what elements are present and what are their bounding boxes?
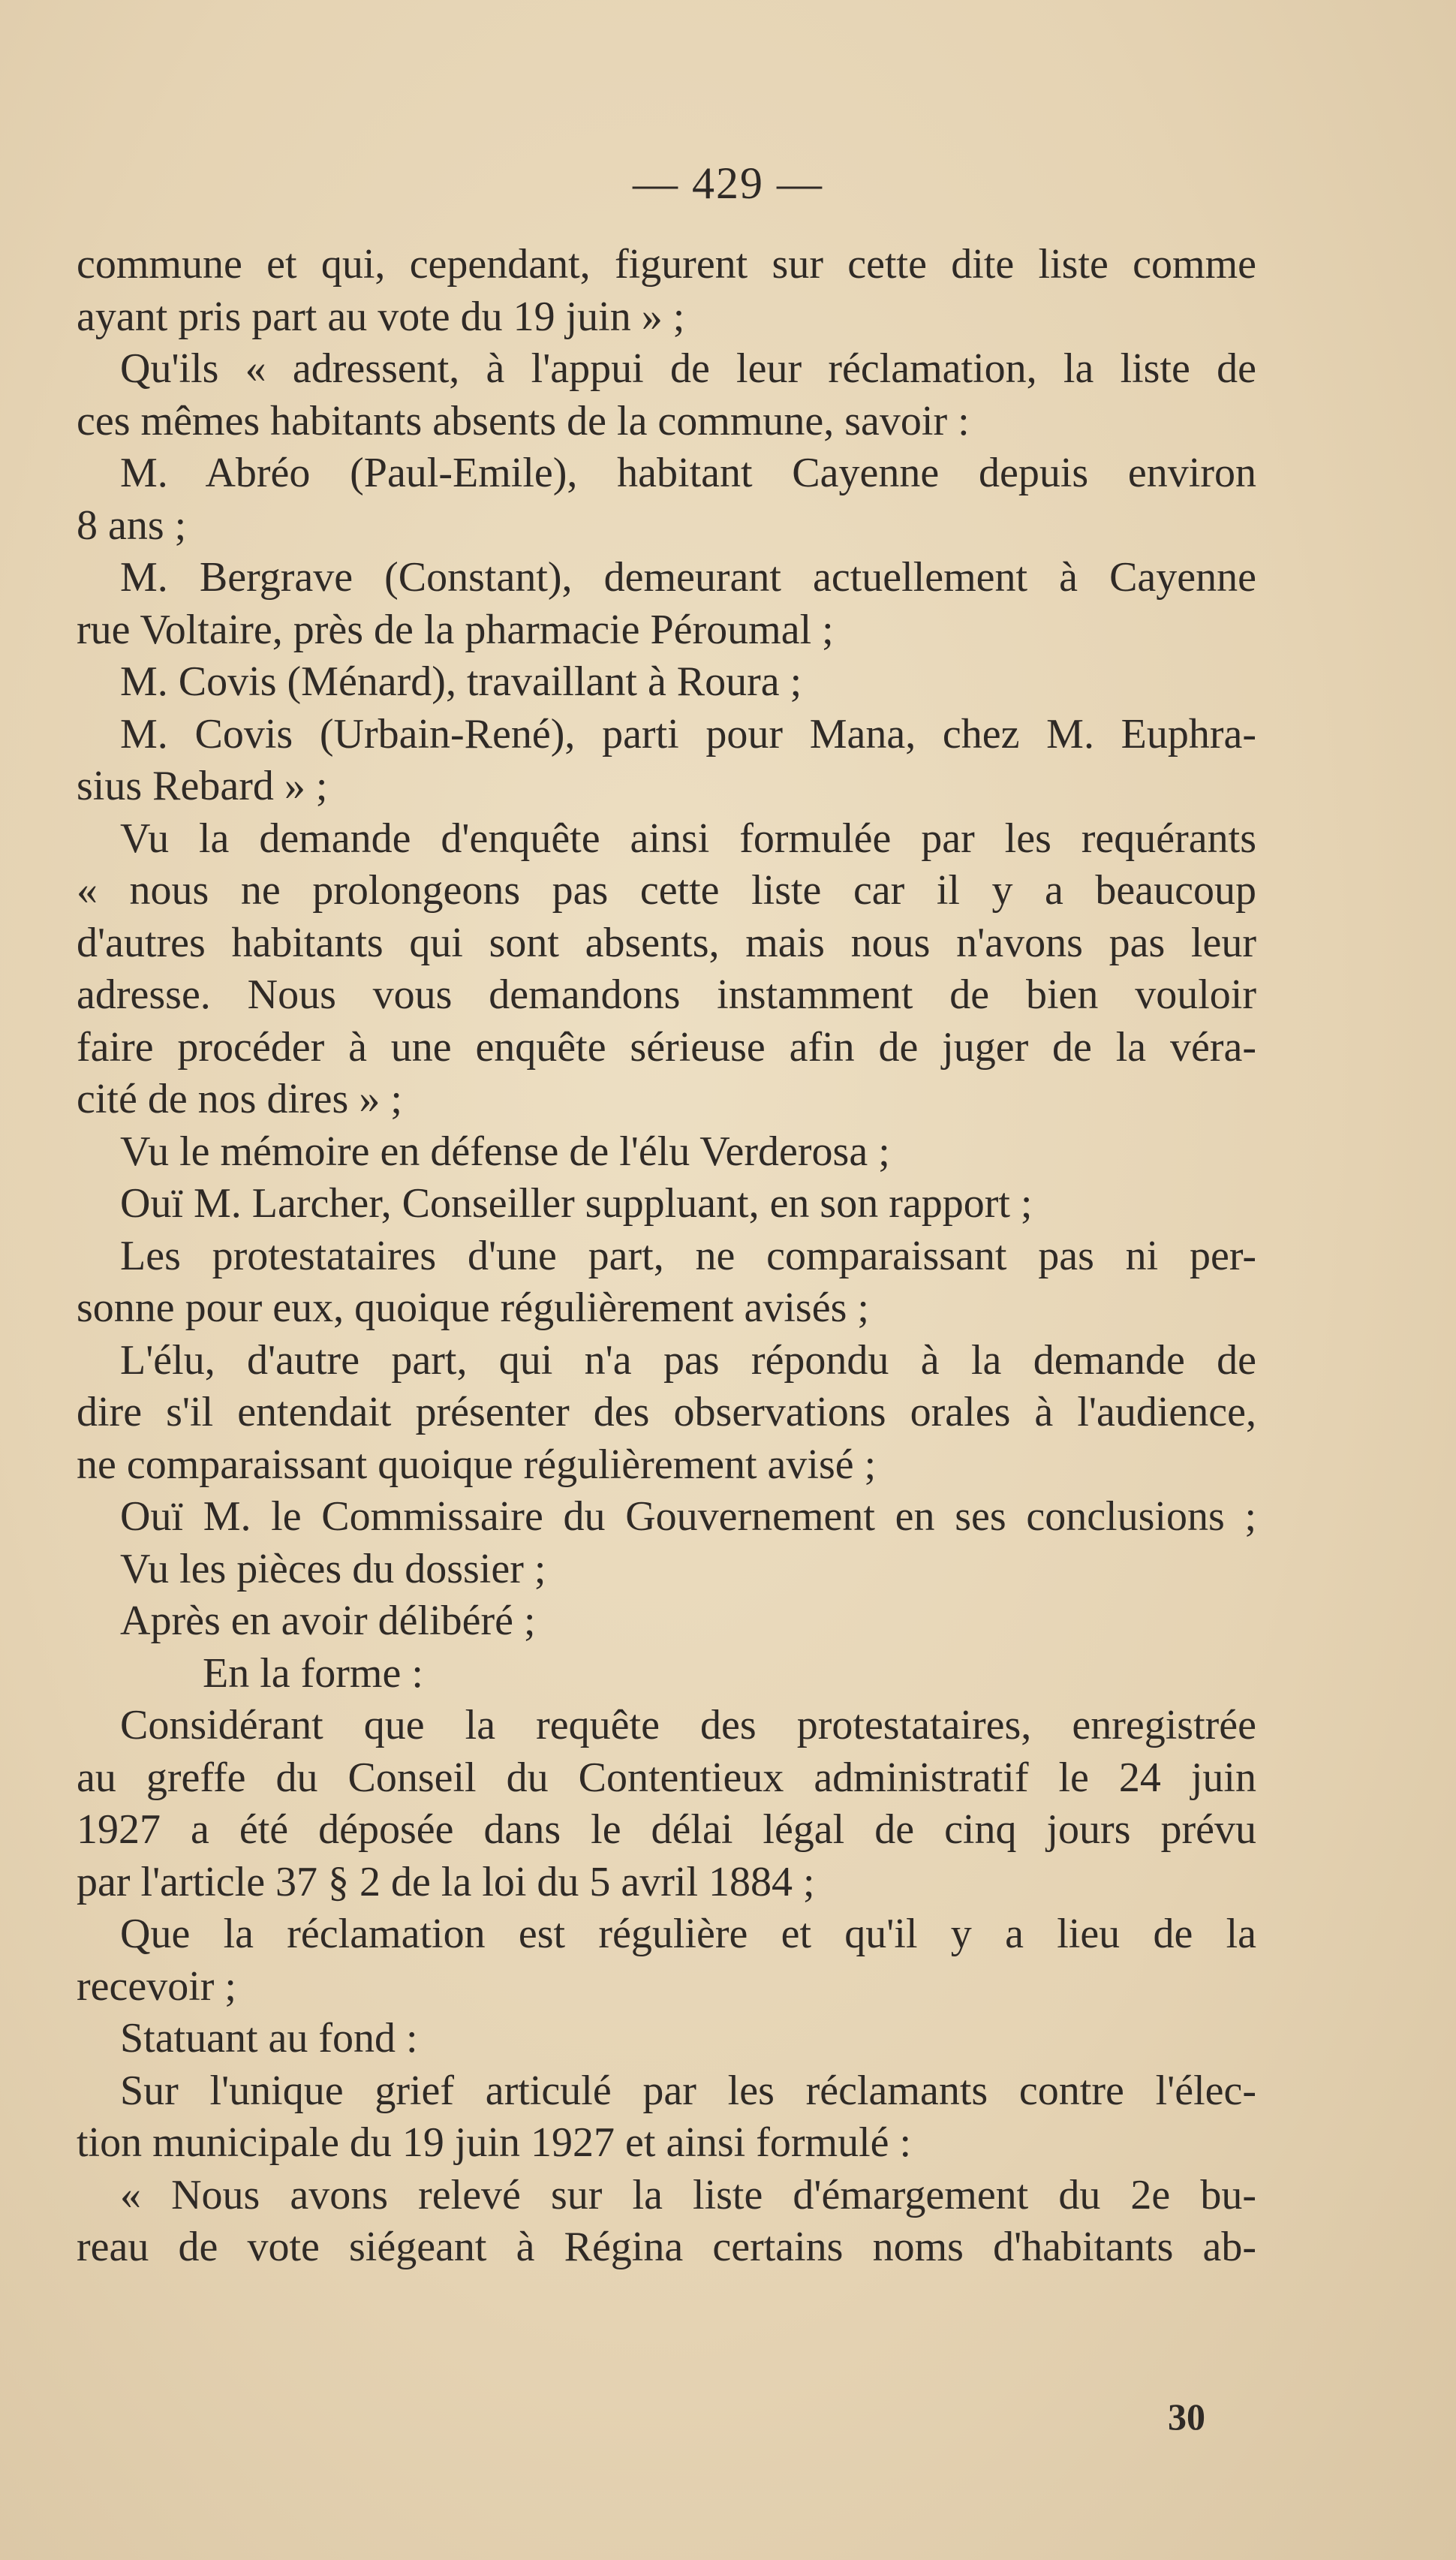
text-line: par l'article 37 § 2 de la loi du 5 avril 1884 ; — [77, 1858, 815, 1905]
text-line: En la forme : — [203, 1649, 423, 1697]
text-line: sonne pour eux, quoique régulièrement avisés ; — [77, 1285, 869, 1331]
text-line: Après en avoir délibéré ; — [120, 1598, 536, 1644]
page-number: — 429 — — [633, 158, 823, 208]
text-line: reau de vote siégeant à Régina certains noms d'habitants ab- — [77, 2224, 1256, 2270]
text-line: d'autres habitants qui sont absents, mais nous n'avons pas leur — [77, 919, 1256, 966]
text-line: 8 ans ; — [77, 501, 187, 549]
text-line: commune et qui, cependant, figurent sur cette dite liste comme — [77, 241, 1256, 288]
text-line: dire s'il entendait présenter des observations orales à l'audience, — [77, 1389, 1256, 1435]
text-line: Considérant que la requête des protestataires, enregistrée — [120, 1702, 1256, 1748]
body-text — [77, 239, 1256, 2274]
text-line: Les protestataires d'une part, ne comparaissant pas ni per- — [120, 1232, 1256, 1279]
text-line: tion municipale du 19 juin 1927 et ainsi formulé : — [77, 2119, 912, 2166]
text-line: Vu les pièces du dossier ; — [120, 1545, 546, 1592]
text-line: Que la réclamation est régulière et qu'il y a lieu de la — [120, 1911, 1256, 1957]
text-line: « nous ne prolongeons pas cette liste car il y a beaucoup — [77, 867, 1256, 914]
text-line: M. Abréo (Paul-Emile), habitant Cayenne depuis environ — [120, 450, 1256, 496]
text-line: recevoir ; — [77, 1962, 236, 2010]
text-line: L'élu, d'autre part, qui n'a pas répondu à la demande de — [120, 1336, 1256, 1384]
text-line: sius Rebard » ; — [77, 763, 328, 809]
text-line: rue Voltaire, près de la pharmacie Péroumal ; — [77, 606, 834, 653]
text-line: Vu le mémoire en défense de l'élu Verderosa ; — [120, 1128, 890, 1175]
text-line: ces mêmes habitants absents de la commune, savoir : — [77, 397, 970, 444]
text-line: Sur l'unique grief articulé par les réclamants contre l'élec- — [120, 2067, 1256, 2114]
text-line: « Nous avons relevé sur la liste d'émargement du 2e bu- — [120, 2171, 1256, 2218]
text-line: Statuant au fond : — [120, 2015, 418, 2062]
text-line: adresse. Nous vous demandons instamment de bien vouloir — [77, 971, 1256, 1018]
text-line: Ouï M. le Commissaire du Gouvernement en ses conclusions ; — [120, 1493, 1256, 1540]
text-line: 1927 a été déposée dans le délai légal de cinq jours prévu — [77, 1806, 1256, 1853]
text-line: ayant pris part au vote du 19 juin » ; — [77, 293, 685, 340]
text-line: M. Covis (Urbain-René), parti pour Mana, chez M. Euphra- — [120, 710, 1256, 757]
text-line: Qu'ils « adressent, à l'appui de leur réclamation, la liste de — [120, 345, 1256, 392]
text-line: Vu la demande d'enquête ainsi formulée par les requérants — [120, 815, 1256, 862]
text-line: M. Covis (Ménard), travaillant à Roura ; — [120, 658, 802, 705]
text-line: cité de nos dires » ; — [77, 1076, 402, 1122]
text-line: ne comparaissant quoique régulièrement avisé ; — [77, 1441, 877, 1488]
text-line: Ouï M. Larcher, Conseiller suppluant, en son rapport ; — [120, 1180, 1033, 1227]
text-line: M. Bergrave (Constant), demeurant actuellement à Cayenne — [120, 554, 1256, 601]
signature-mark: 30 — [1168, 2396, 1205, 2438]
text-line: faire procéder à une enquête sérieuse afin de juger de la véra- — [77, 1023, 1256, 1071]
text-line: au greffe du Conseil du Contentieux administratif le 24 juin — [77, 1754, 1256, 1801]
